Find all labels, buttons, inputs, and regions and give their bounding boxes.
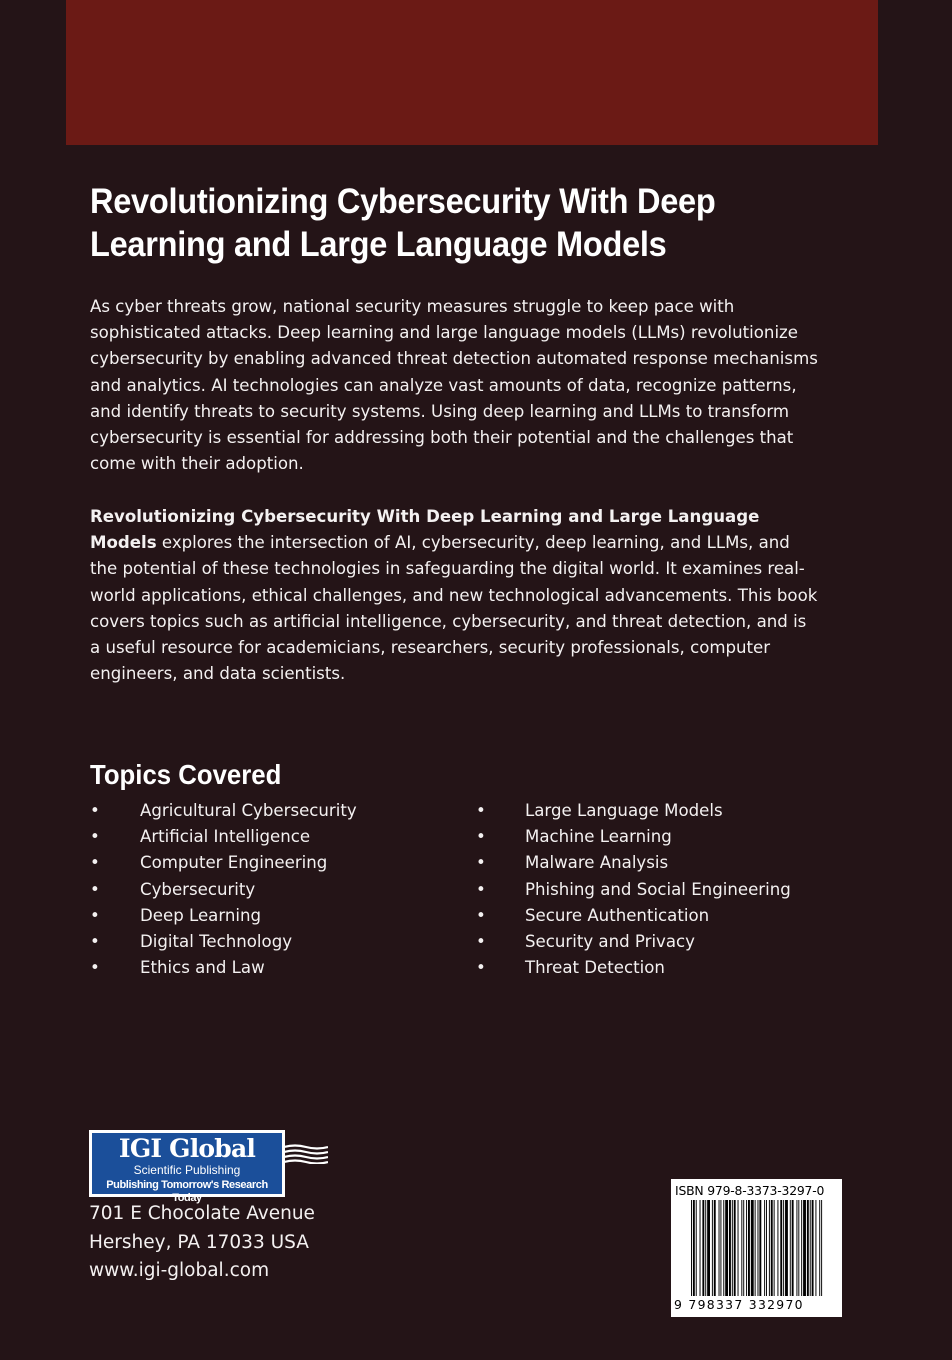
publisher-logo-name: IGI Global [118,1134,256,1163]
barcode-bar [712,1200,713,1296]
bullet-icon: • [476,958,486,978]
barcode-bar [746,1200,747,1296]
barcode-bar [792,1200,794,1296]
topic-label: Security and Privacy [525,931,695,951]
bullet-icon: • [90,931,100,951]
barcode-bar [732,1200,733,1296]
topic-label: Artificial Intelligence [140,827,311,847]
description-paragraph-2-text: explores the intersection of AI, cybersecurity, deep learning, and LLMs, and the potential of these technologies in safeguarding the digital world. It examines real-world applications, ethical challenges, and new technological advancements. This book covers topics such as artificial intelligence, cybersecurity, and threat detection, and is a useful resource for academicians, researchers, security professionals, computer engineers, and data scientists. [90,533,818,684]
isbn-label: ISBN 979-8-3373-3297-0 [675,1183,825,1198]
barcode-bar [748,1200,750,1296]
barcode-bar [771,1200,773,1296]
publisher-address [89,1200,315,1286]
barcode-bar [785,1200,788,1296]
bullet-icon: • [90,827,100,847]
topic-label: Computer Engineering [140,853,328,873]
publisher-logo-tagline: Publishing Tomorrow's Research Today [106,1179,268,1204]
barcode-bar [812,1200,814,1296]
topic-label: Secure Authentication [525,905,710,925]
bullet-icon: • [476,879,486,899]
logo-wave-stripes-icon [284,1144,328,1164]
publisher-logo-panel [92,1133,282,1204]
barcode-bar [790,1200,791,1296]
address-line-2: Hershey, PA 17033 USA [89,1231,309,1253]
barcode-bar [751,1200,754,1296]
isbn-barcode [671,1179,842,1317]
topic-label: Digital Technology [140,931,293,951]
top-color-band [66,0,878,145]
barcode-bar [764,1200,765,1296]
bullet-icon: • [476,931,486,951]
barcode-bar [743,1200,744,1296]
barcode-bar [719,1200,720,1296]
topic-label: Large Language Models [525,801,723,820]
barcode-bar [801,1200,802,1296]
barcode-bar [783,1200,784,1296]
topic-label: Threat Detection [525,958,665,978]
topic-label: Agricultural Cybersecurity [140,801,357,820]
bullet-icon: • [90,958,100,978]
topic-label: Deep Learning [140,905,262,925]
bullet-icon: • [90,801,100,820]
barcode-bar [691,1200,692,1296]
barcode-bar [821,1200,822,1296]
bullet-icon: • [90,905,100,925]
bullet-icon: • [476,801,486,820]
description-title-bold: Revolutionizing Cybersecurity With Deep Learning and Large Language Models [90,507,760,553]
barcode-bar [774,1200,775,1296]
barcode-bar [700,1200,701,1296]
barcode-bar [707,1200,710,1296]
publisher-website-link[interactable]: www.igi-global.com [89,1260,270,1281]
topic-label: Malware Analysis [525,853,669,873]
barcode-bar [803,1200,806,1296]
description-paragraph-1: As cyber threats grow, national security measures struggle to keep pace with sophisticated attacks. Deep learning and large language models (LLMs) revolutionize cybersecurity by enabling advanced threat detection automated response mechanisms and analytics. AI technologies can analyze vast amounts of data, recognize patterns, and identify threats to security systems. Using deep learning and LLMs to transform cybersecurity is essential for addressing both their potential and the challenges that come with their adoption. [90,297,818,474]
barcode-bar [702,1200,704,1296]
barcode-bar [758,1200,759,1296]
barcode-bar [759,1200,761,1296]
bullet-icon: • [90,879,100,899]
publisher-logo [89,1130,285,1204]
barcode-bars [691,1200,824,1300]
topic-label: Cybersecurity [140,879,256,899]
barcode-bar [766,1200,767,1296]
barcode-bar [734,1200,736,1296]
bullet-icon: • [476,905,486,925]
bullet-icon: • [476,853,486,873]
barcode-bar [796,1200,797,1296]
barcode-bar [780,1200,782,1296]
barcode-bar [815,1200,816,1296]
barcode-bar [725,1200,728,1296]
barcode-bar [723,1200,724,1296]
bullet-icon: • [476,827,486,847]
barcode-bar [696,1200,697,1296]
barcode-bar [798,1200,799,1296]
barcode-bar [741,1200,742,1296]
topic-label: Phishing and Social Engineering [525,879,791,899]
barcode-bar [705,1200,706,1296]
barcode-bar [777,1200,778,1296]
barcode-bar [720,1200,721,1296]
publisher-logo-subtitle: Scientific Publishing [133,1163,241,1177]
barcode-bar [729,1200,731,1296]
bullet-icon: • [90,853,100,873]
book-title: Revolutionizing Cybersecurity With Deep Learning and Large Language Models [90,182,716,264]
barcode-bar [810,1200,811,1296]
topic-label: Ethics and Law [140,958,265,978]
barcode-bar [819,1200,820,1296]
topics-heading: Topics Covered [90,759,282,790]
barcode-bar [714,1200,716,1296]
barcode-bar [738,1200,739,1296]
barcode-bar [807,1200,809,1296]
barcode-bar [755,1200,756,1296]
topic-label: Machine Learning [525,827,672,847]
barcode-digits: 9 798337 332970 [674,1297,804,1312]
barcode-bar [769,1200,770,1296]
address-line-1: 701 E Chocolate Avenue [89,1203,315,1224]
description-paragraph-2 [90,504,818,687]
barcode-bar [693,1200,695,1296]
